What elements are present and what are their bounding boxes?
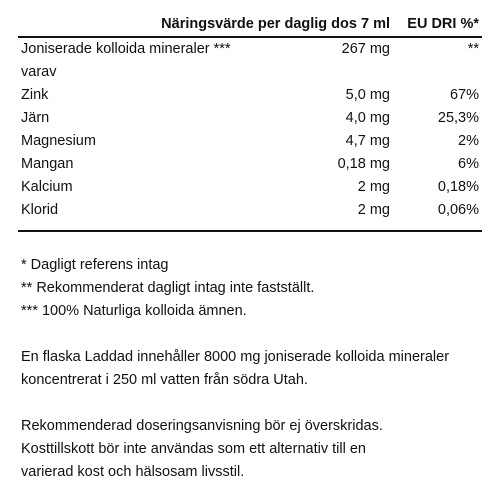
description-block — [21, 346, 481, 392]
footnote-line: * Dagligt referens intag — [21, 257, 169, 273]
footnote-line: ** Rekommenderat dagligt intag inte fastställt. — [21, 280, 315, 296]
nutrient-dri: 6% — [458, 156, 479, 172]
advice-line: Rekommenderad doseringsanvisning bör ej överskridas. — [21, 418, 383, 434]
nutrient-dri: 67% — [449, 87, 479, 103]
nutrient-dri: 0,06% — [437, 202, 479, 218]
advice-line: varierad kost och hälsosam livsstil. — [21, 464, 245, 480]
nutrient-name: varav — [21, 64, 57, 80]
footnote-line: *** 100% Naturliga kolloida ämnen. — [21, 303, 247, 319]
nutrient-name: Järn — [21, 110, 50, 126]
nutrient-name: Magnesium — [21, 133, 96, 149]
nutrient-name: Klorid — [21, 202, 59, 218]
nutrient-amount: 267 mg — [341, 41, 390, 57]
table-row — [18, 107, 482, 130]
nutrient-amount: 2 mg — [357, 202, 390, 218]
table-header-row — [18, 14, 482, 38]
nutrient-amount: 4,7 mg — [345, 133, 390, 149]
table-row — [18, 130, 482, 153]
nutrient-dri: ** — [467, 41, 479, 57]
description-line: En flaska Laddad innehåller 8000 mg joniserade kolloida mineraler — [21, 349, 450, 365]
footnotes-block — [21, 254, 481, 323]
description-line: koncentrerat i 250 ml vatten från södra Utah. — [21, 372, 308, 388]
table-row — [18, 199, 482, 222]
nutrient-name: Zink — [21, 87, 49, 103]
table-row — [18, 61, 482, 84]
nutrient-dri: 25,3% — [437, 110, 479, 126]
dri-column-header: EU DRI %* — [407, 16, 479, 32]
advice-line: Kosttillskott bör inte användas som ett alternativ till en — [21, 441, 366, 457]
nutrient-name: Mangan — [21, 156, 74, 172]
nutrient-amount: 4,0 mg — [345, 110, 390, 126]
advice-block — [21, 415, 481, 484]
nutrient-amount: 2 mg — [357, 179, 390, 195]
table-row — [18, 84, 482, 107]
table-row — [18, 176, 482, 199]
nutrition-table — [18, 14, 482, 222]
nutrient-name: Kalcium — [21, 179, 73, 195]
nutrient-name: Joniserade kolloida mineraler *** — [21, 41, 231, 57]
nutrient-amount: 0,18 mg — [337, 156, 390, 172]
nutrient-dri: 2% — [458, 133, 479, 149]
nutrient-amount: 5,0 mg — [345, 87, 390, 103]
table-bottom-rule — [18, 230, 482, 232]
amount-column-header: Näringsvärde per daglig dos 7 ml — [161, 16, 390, 32]
table-row — [18, 153, 482, 176]
nutrient-dri: 0,18% — [437, 179, 479, 195]
table-row — [18, 38, 482, 61]
